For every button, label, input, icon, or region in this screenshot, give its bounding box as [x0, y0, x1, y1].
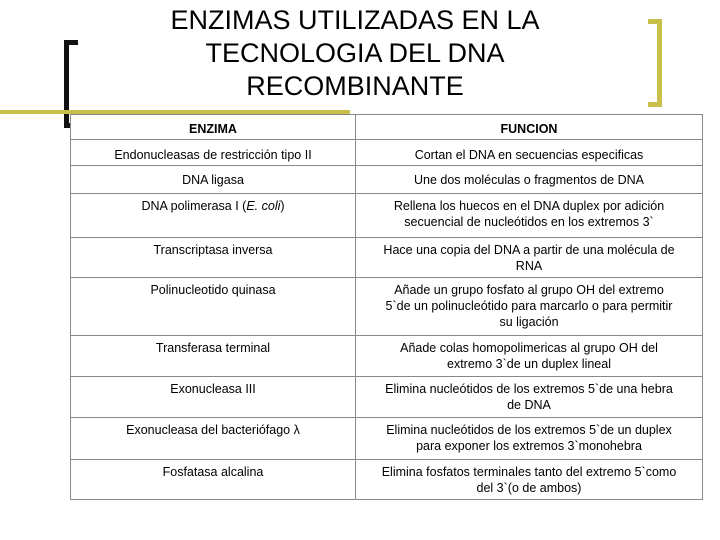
table-row [71, 194, 703, 238]
enzyme-function: Elimina nucleótidos de los extremos 5`de un duplex para exponer los extremos 3`monohebra [356, 418, 703, 460]
enzyme-name: Exonucleasa del bacteriófago λ [71, 418, 356, 460]
enzyme-name-suffix: ) [280, 199, 285, 213]
enzyme-name: Transferasa terminal [71, 336, 356, 377]
table-row [71, 377, 703, 418]
slide-title: ENZIMAS UTILIZADAS EN LA TECNOLOGIA DEL DNA RECOMBINANTE [170, 5, 540, 101]
table-header-row [71, 115, 703, 140]
enzyme-function: Elimina nucleótidos de los extremos 5`de una hebra de DNA [356, 377, 703, 418]
table-row [71, 238, 703, 278]
header-enzima: ENZIMA [71, 115, 356, 140]
enzyme-name: Endonucleasas de restricción tipo II [71, 140, 356, 166]
enzyme-name: Exonucleasa III [71, 377, 356, 418]
table-row [71, 460, 703, 500]
enzyme-name: Fosfatasa alcalina [71, 460, 356, 500]
table-row [71, 140, 703, 166]
enzyme-name: DNA ligasa [71, 166, 356, 194]
enzyme-function: Rellena los huecos en el DNA duplex por adición secuencial de nucleótidos en los extremos 3` [356, 194, 703, 238]
enzyme-function: Añade colas homopolimericas al grupo OH del extremo 3`de un duplex lineal [356, 336, 703, 377]
table-row [71, 336, 703, 377]
header-funcion: FUNCION [356, 115, 703, 140]
enzyme-name-organism: E. coli [246, 199, 281, 213]
table-row [71, 278, 703, 336]
enzyme-name [71, 194, 356, 238]
table-row [71, 166, 703, 194]
enzyme-table [70, 114, 703, 500]
enzyme-name: Transcriptasa inversa [71, 238, 356, 278]
right-bracket-decoration [648, 19, 662, 107]
table-row [71, 418, 703, 460]
enzyme-name: Polinucleotido quinasa [71, 278, 356, 336]
enzyme-function: Une dos moléculas o fragmentos de DNA [356, 166, 703, 194]
enzyme-function: Añade un grupo fosfato al grupo OH del extremo 5`de un polinucleótido para marcarlo o para permitir su ligación [356, 278, 703, 336]
enzyme-table-container [70, 114, 702, 520]
enzyme-function: Hace una copia del DNA a partir de una molécula de RNA [356, 238, 703, 278]
enzyme-function: Cortan el DNA en secuencias especificas [356, 140, 703, 166]
enzyme-function: Elimina fosfatos terminales tanto del extremo 5`como del 3`(o de ambos) [356, 460, 703, 500]
enzyme-name-prefix: DNA polimerasa I ( [141, 199, 247, 213]
